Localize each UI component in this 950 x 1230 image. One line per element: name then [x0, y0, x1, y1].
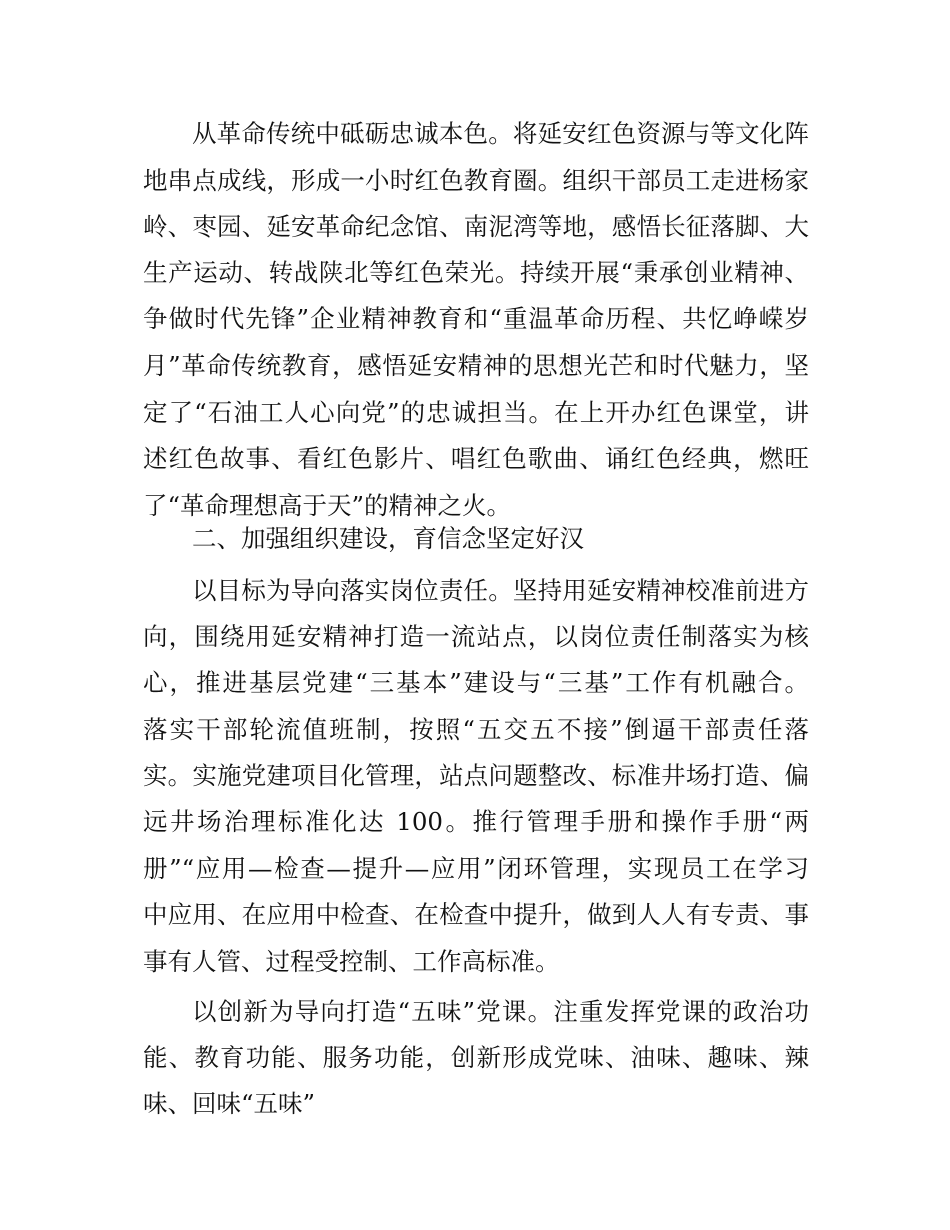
- text-line: 地串点成线，形成一小时红色教育圈。组织干部员工走进杨家: [143, 166, 809, 195]
- text-line: 以创新为导向打造“五味”党课。注重发挥党课的政治功: [192, 997, 809, 1026]
- text-line: 岭、枣园、延安革命纪念馆、南泥湾等地，感悟长征落脚、大: [143, 212, 809, 241]
- text-line: 述红色故事、看红色影片、唱红色歌曲、诵红色经典，燃旺: [143, 444, 809, 473]
- text-line: 从革命传统中砥砺忠诚本色。将延安红色资源与等文化阵: [192, 119, 809, 148]
- text-line: 定了“石油工人心向党”的忠诚担当。在上开办红色课堂，讲: [143, 398, 809, 427]
- text-line: 向，围绕用延安精神打造一流站点，以岗位责任制落实为核: [143, 622, 809, 651]
- text-line: 了“革命理想高于天”的精神之火。: [143, 491, 512, 520]
- text-line: 生产运动、转战陕北等红色荣光。持续开展“秉承创业精神、: [143, 258, 809, 287]
- text-line: 实。实施党建项目化管理，站点问题整改、标准井场打造、偏: [143, 761, 809, 790]
- text-line: 事有人管、过程受控制、工作高标准。: [143, 947, 560, 976]
- text-line: 心，推进基层党建“三基本”建设与“三基”工作有机融合。: [143, 668, 809, 697]
- text-line: 味、回味“五味”: [143, 1089, 316, 1118]
- text-line: 以目标为导向落实岗位责任。坚持用延安精神校准前进方: [192, 576, 809, 605]
- text-line: 争做时代先锋”企业精神教育和“重温革命历程、共忆峥嵘岁: [143, 304, 809, 333]
- text-line: 中应用、在应用中检查、在检查中提升，做到人人有专责、事: [143, 900, 809, 929]
- text-line: 册”“应用—检查—提升—应用”闭环管理，实现员工在学习: [143, 854, 809, 883]
- section-heading: 二、加强组织建设，育信念坚定好汉: [192, 524, 584, 553]
- text-line: 能、教育功能、服务功能，创新形成党味、油味、趣味、辣: [143, 1043, 809, 1072]
- text-line: 月”革命传统教育，感悟延安精神的思想光芒和时代魅力，坚: [143, 351, 809, 380]
- text-line: 远井场治理标准化达 100。推行管理手册和操作手册“两: [143, 807, 809, 836]
- text-line: 落实干部轮流值班制，按照“五交五不接”倒逼干部责任落: [143, 715, 809, 744]
